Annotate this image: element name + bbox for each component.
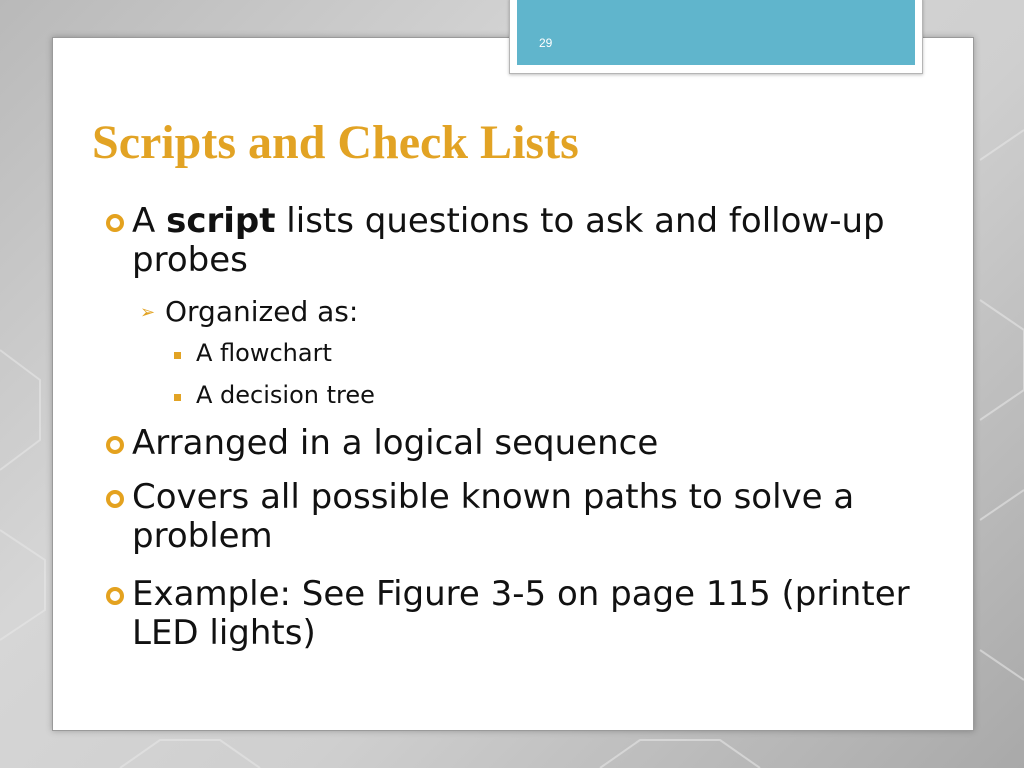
circle-bullet-icon xyxy=(106,214,124,232)
bullet-script xyxy=(132,202,932,280)
bullet-script-post: lists questions to ask and follow-up probes xyxy=(132,201,885,281)
circle-bullet-icon xyxy=(106,436,124,454)
bullet-known-paths: Covers all possible known paths to solve a problem xyxy=(132,477,855,557)
bullet-example: Example: See Figure 3-5 on page 115 (printer LED lights) xyxy=(132,574,910,654)
bullet-script-pre: A xyxy=(132,201,156,241)
sub-sub-bullet-flowchart: A flowchart xyxy=(196,339,332,367)
circle-bullet-icon xyxy=(106,490,124,508)
square-bullet-icon xyxy=(174,394,181,401)
sub-bullet-organized: Organized as: xyxy=(165,295,359,328)
square-bullet-icon xyxy=(174,352,181,359)
slide-number: 29 xyxy=(539,36,553,50)
bullet-script-bold: script xyxy=(166,201,276,241)
bullet-logical-sequence: Arranged in a logical sequence xyxy=(132,423,659,463)
sub-sub-bullet-decision-tree: A decision tree xyxy=(196,381,375,409)
circle-bullet-icon xyxy=(106,587,124,605)
slide-title: Scripts and Check Lists xyxy=(92,116,579,169)
arrow-bullet-icon: ➢ xyxy=(140,302,156,323)
